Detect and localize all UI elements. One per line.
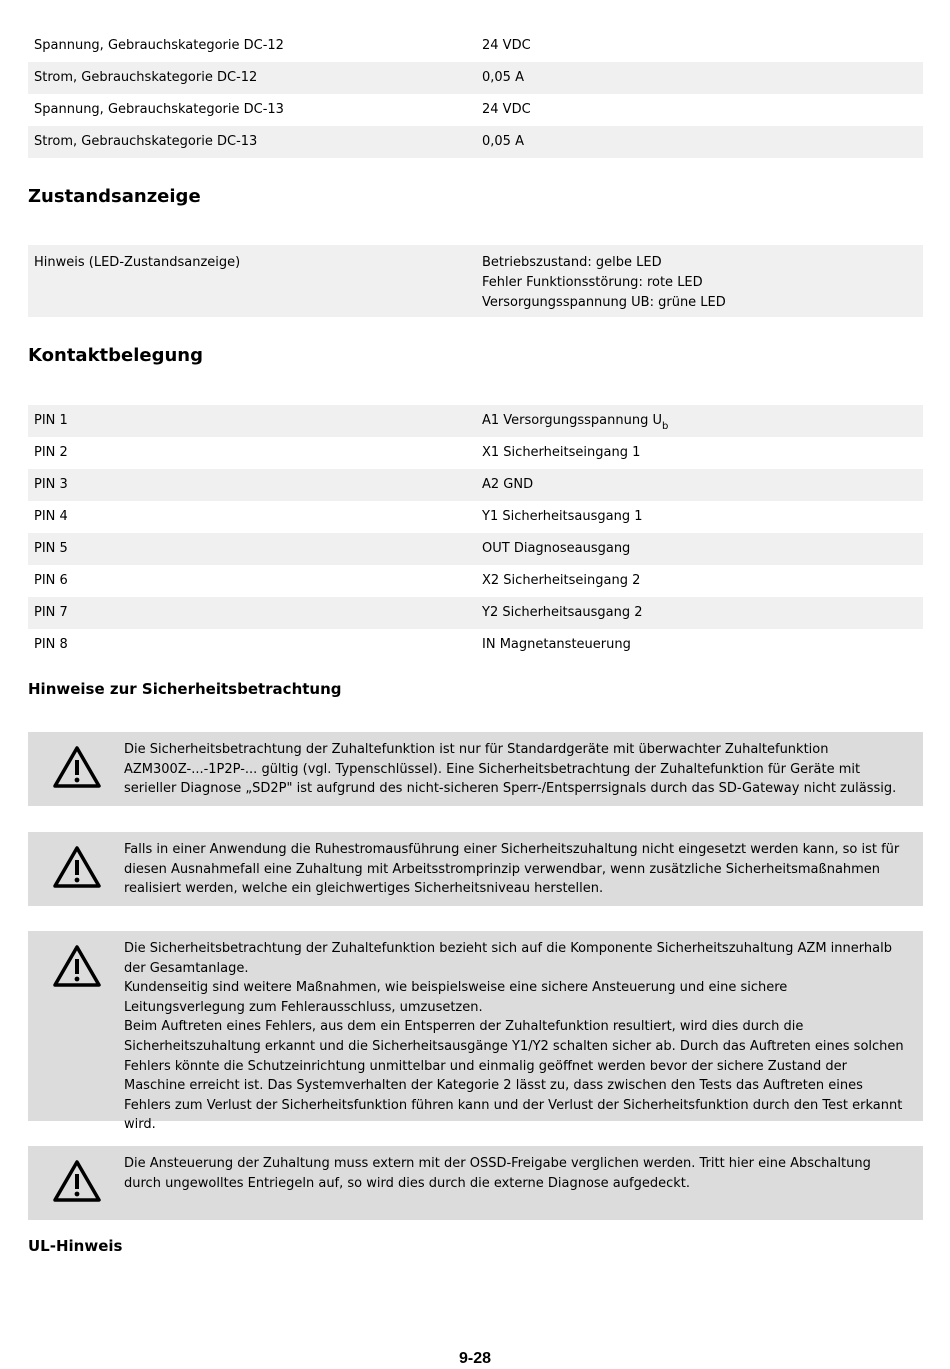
table-row [28, 30, 923, 62]
table-row [28, 405, 923, 437]
warning-text: Die Ansteuerung der Zuhaltung muss extern mit der OSSD-Freigabe verglichen werden. Tritt hier eine Abschaltung durch ungewolltes Entriegeln auf, so wird dies durch die externe Diagnose aufgedeckt. [124, 1156, 871, 1191]
table-row [28, 126, 923, 158]
row-label: Strom, Gebrauchskategorie DC-13 [34, 134, 258, 149]
warning-triangle-icon [53, 845, 101, 889]
table-row [28, 245, 923, 317]
row-label: PIN 1 [34, 413, 68, 428]
row-label: PIN 2 [34, 445, 68, 460]
row-label: Hinweis (LED-Zustandsanzeige) [34, 255, 241, 270]
row-label: Spannung, Gebrauchskategorie DC-12 [34, 38, 284, 53]
warning-note [28, 832, 923, 906]
table-row [28, 437, 923, 469]
row-value: OUT Diagnoseausgang [482, 541, 631, 556]
table-row [28, 62, 923, 94]
row-label: PIN 7 [34, 605, 68, 620]
section-heading-ul-hinweis: UL-Hinweis [28, 1237, 123, 1255]
pin-assignment-table [28, 405, 923, 661]
warning-text [124, 939, 909, 1135]
led-line-green: Versorgungsspannung UB: grüne LED [482, 295, 726, 310]
warning-triangle-icon [53, 745, 101, 789]
led-status-table [28, 245, 923, 317]
row-label: PIN 6 [34, 573, 68, 588]
warning-triangle-icon [53, 944, 101, 988]
row-value [475, 411, 923, 431]
pin1-value: A1 Versorgungsspannung U [482, 413, 662, 428]
warning-paragraph: Beim Auftreten eines Fehlers, aus dem ein Entsperren der Zuhaltefunktion resultiert, wird dies durch die Sicherheitszuhaltung erkannt und die Sicherheitsausgänge Y1/Y2 schalten sicher ab. Durch das Auftreten eines solchen Fehlers könnte die Schutzeinrichtung unmittelbar und einmalig geöffnet werden bevor der sichere Zustand der Maschine erreicht ist. Das Systemverhalten der Kategorie 2 lässt zu, dass zwischen den Tests das Auftreten eines Fehlers zum Verlust der Sicherheitsfunktion führen kann und der Verlust der Sicherheitsfunktion durch den Test erkannt wird. [124, 1019, 904, 1133]
row-value: IN Magnetansteuerung [482, 637, 631, 652]
warning-text: Die Sicherheitsbetrachtung der Zuhaltefunktion ist nur für Standardgeräte mit überwachter Zuhaltefunktion AZM300Z-...-1P2P-... gültig (vgl. Typenschlüssel). Eine Sicherheitsbetrachtung der Zuhaltefunktion für Geräte mit serieller Diagnose „SD2P" ist aufgrund des nicht-sicheren Sperr-/Entsperrsignals durch das SD-Gateway nicht zulässig. [124, 742, 897, 797]
row-value: X2 Sicherheitseingang 2 [482, 573, 641, 588]
warning-paragraph: Die Sicherheitsbetrachtung der Zuhaltefunktion bezieht sich auf die Komponente Sicherheitszuhaltung AZM innerhalb der Gesamtanlage. [124, 941, 892, 976]
row-value: 0,05 A [482, 134, 524, 149]
pin1-subscript: b [661, 421, 669, 432]
row-value: 24 VDC [482, 102, 531, 117]
electrical-data-table [28, 30, 923, 158]
table-row [28, 501, 923, 533]
warning-triangle-icon [53, 1159, 101, 1203]
section-heading-zustandsanzeige: Zustandsanzeige [28, 186, 201, 207]
table-row [28, 565, 923, 597]
row-label: PIN 5 [34, 541, 68, 556]
led-line-red: Fehler Funktionsstörung: rote LED [482, 275, 703, 290]
warning-note [28, 931, 923, 1133]
section-heading-kontaktbelegung: Kontaktbelegung [28, 345, 204, 366]
warning-paragraph: Kundenseitig sind weitere Maßnahmen, wie beispielsweise eine sichere Ansteuerung und eine sichere Leitungsverlegung zum Fehlerausschluss, umzusetzen. [124, 980, 788, 1015]
table-row [28, 94, 923, 126]
table-row [28, 469, 923, 501]
row-value [475, 253, 923, 317]
row-label: Strom, Gebrauchskategorie DC-12 [34, 70, 258, 85]
row-value: A2 GND [482, 477, 534, 492]
table-row [28, 533, 923, 565]
warning-note [28, 732, 923, 806]
led-line-yellow: Betriebszustand: gelbe LED [482, 255, 662, 270]
row-value: Y2 Sicherheitsausgang 2 [482, 605, 643, 620]
row-label: PIN 3 [34, 477, 68, 492]
warning-note [28, 1146, 923, 1220]
row-label: PIN 4 [34, 509, 68, 524]
row-value: 0,05 A [482, 70, 524, 85]
table-row [28, 597, 923, 629]
table-row [28, 629, 923, 661]
row-label: Spannung, Gebrauchskategorie DC-13 [34, 102, 284, 117]
row-value: 24 VDC [482, 38, 531, 53]
row-label: PIN 8 [34, 637, 68, 652]
row-value: X1 Sicherheitseingang 1 [482, 445, 641, 460]
row-value: Y1 Sicherheitsausgang 1 [482, 509, 643, 524]
page-number: 9-28 [458, 1350, 492, 1367]
warning-text: Falls in einer Anwendung die Ruhestromausführung einer Sicherheitszuhaltung nicht eingesetzt werden kann, so ist für diesen Ausnahmefall eine Zuhaltung mit Arbeitsstromprinzip verwendbar, wenn zusätzliche Sicherheitsmaßnahmen realisiert werden, welche ein gleichwertiges Sicherheitsniveau herstellen. [124, 842, 900, 897]
section-heading-sicherheit: Hinweise zur Sicherheitsbetrachtung [28, 680, 342, 698]
